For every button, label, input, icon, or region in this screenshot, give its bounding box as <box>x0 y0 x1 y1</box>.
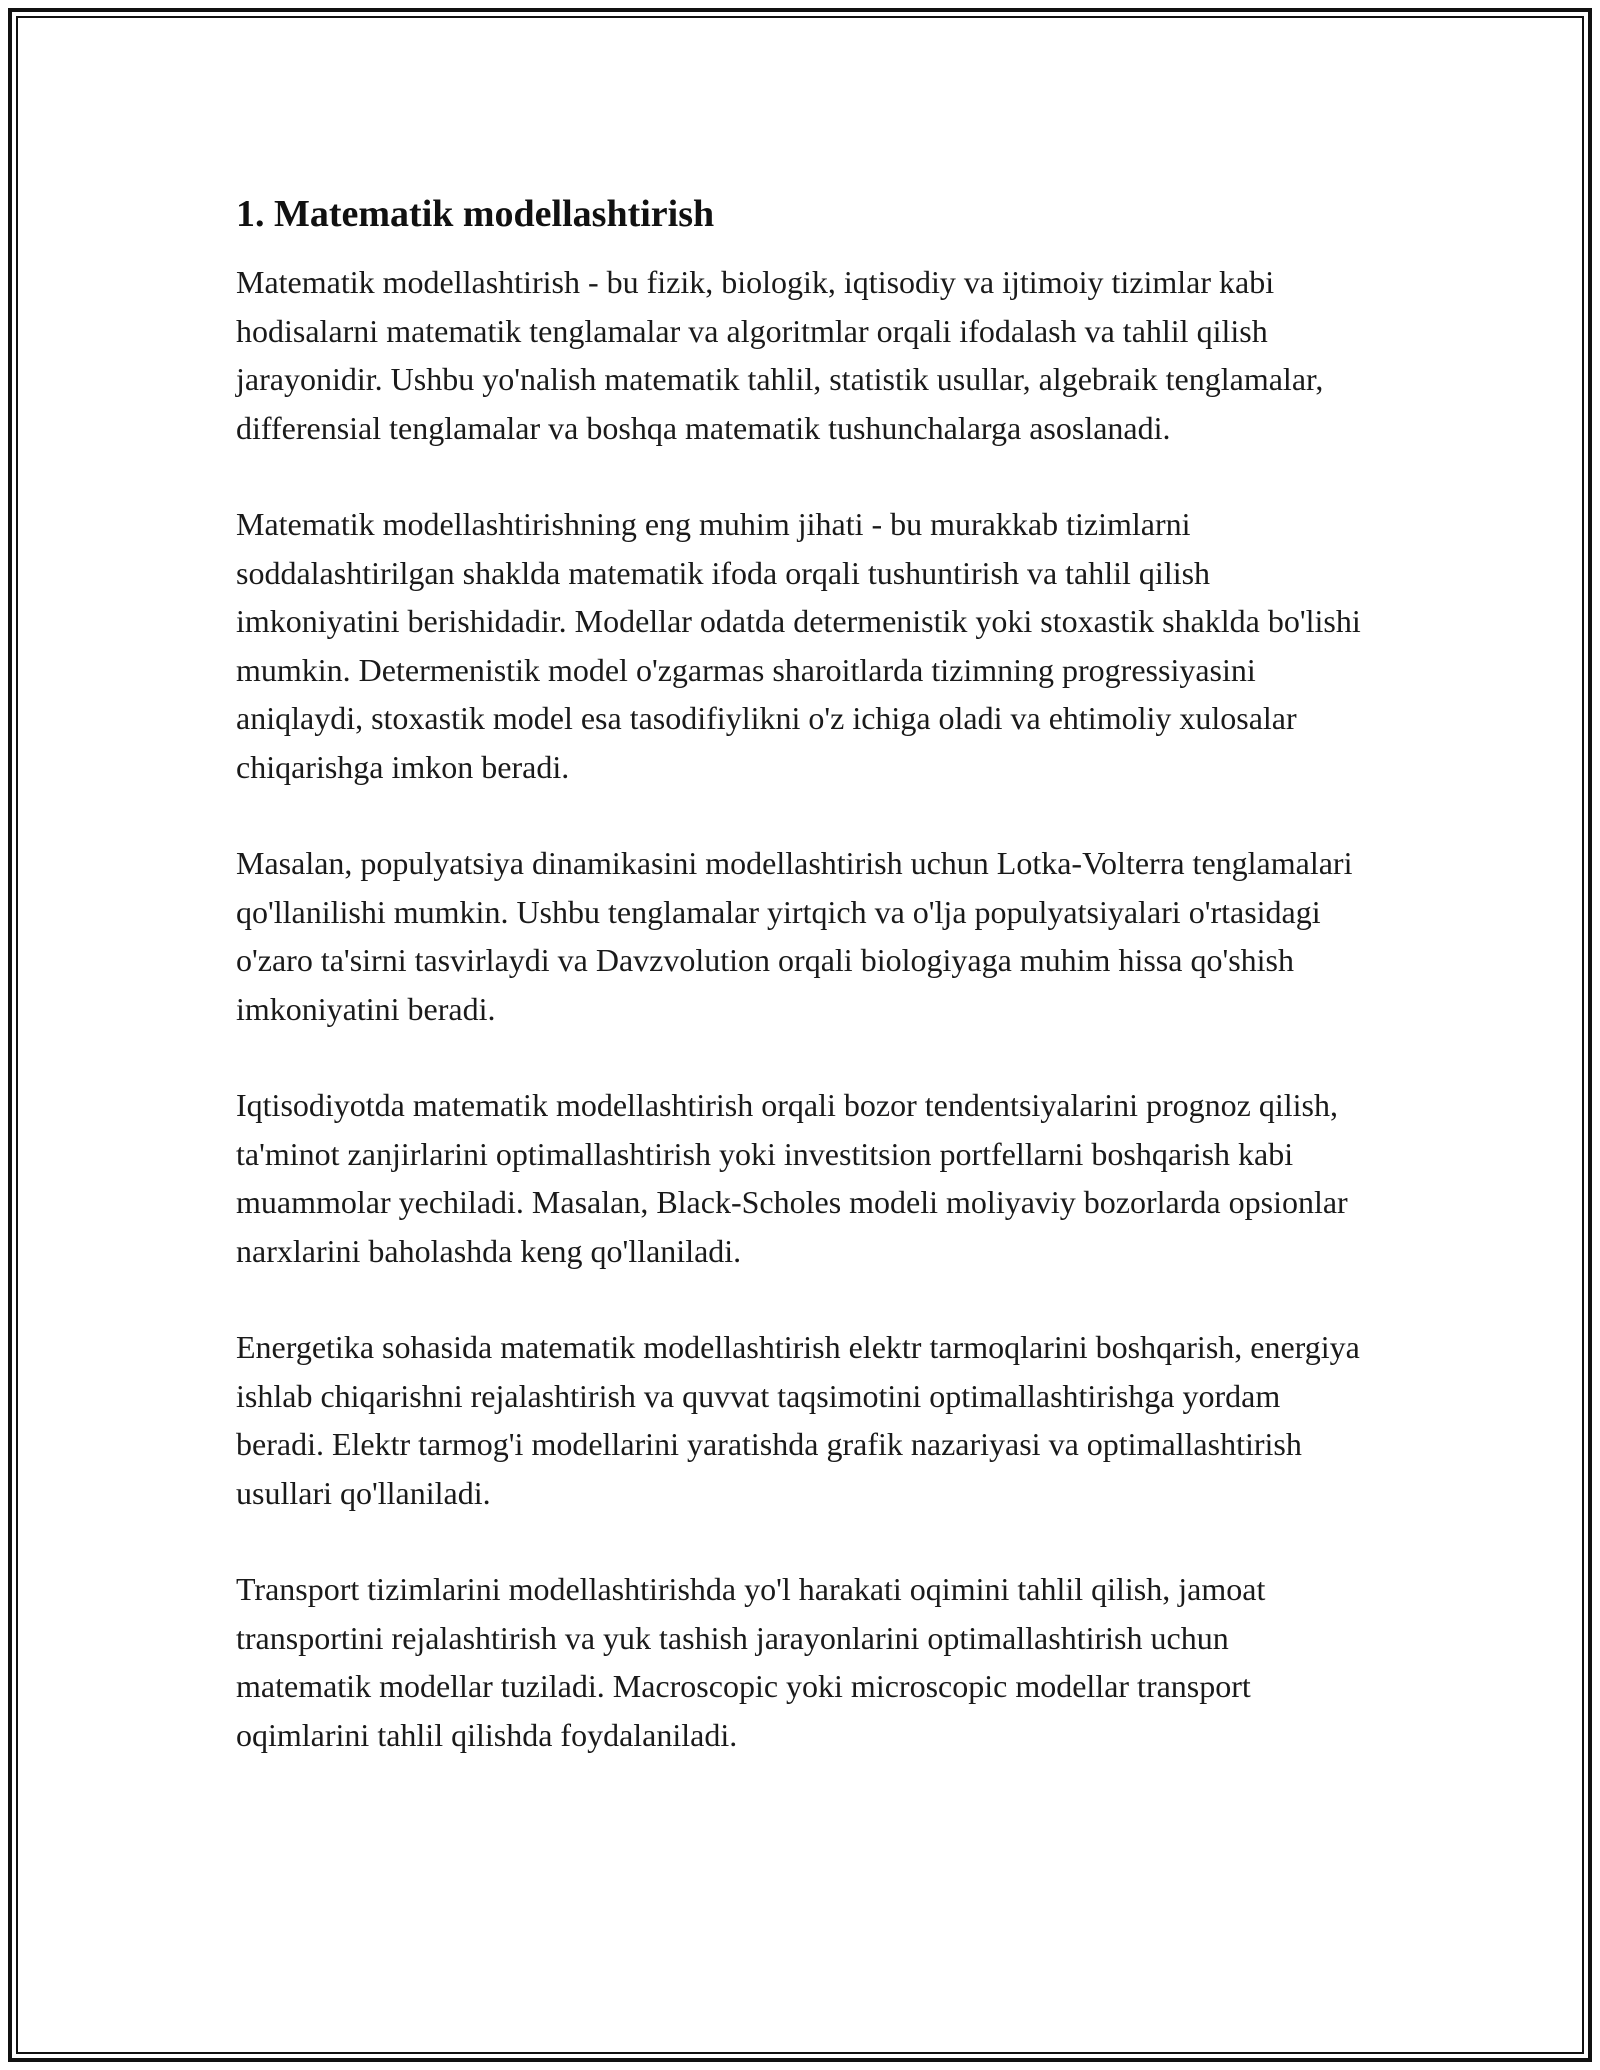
paragraph-population-example: Masalan, populyatsiya dinamikasini modellashtirish uchun Lotka-Volterra tenglamalari qo'llanilishi mumkin. Ushbu tenglamalar yirtqich va o'lja populyatsiyalari o'rtasidagi o'zaro ta'sirni tasvirlaydi va Davzvolution orqali biologiyaga muhim hissa qo'shish imkoniyatini beradi. <box>236 845 1353 1027</box>
section-heading: 1. Matematik modellashtirish <box>236 193 715 235</box>
document-body <box>236 188 1366 1759</box>
paragraph-transport: Transport tizimlarini modellashtirishda yo'l harakati oqimini tahlil qilish, jamoat transportini rejalashtirish va yuk tashish jarayonlarini optimallashtirish uchun matematik modellar tuziladi. Macroscopic yoki microscopic modellar transport oqimlarini tahlil qilishda foydalaniladi. <box>236 1571 1266 1753</box>
paragraph-energy: Energetika sohasida matematik modellashtirish elektr tarmoqlarini boshqarish, energiya ishlab chiqarishni rejalashtirish va quvvat taqsimotini optimallashtirishga yordam beradi. Elektr tarmog'i modellarini yaratishda grafik nazariyasi va optimallashtirish usullari qo'llaniladi. <box>236 1329 1360 1511</box>
paragraph-intro: Matematik modellashtirish - bu fizik, biologik, iqtisodiy va ijtimoiy tizimlar kabi hodisalarni matematik tenglamalar va algoritmlar orqali ifodalash va tahlil qilish jarayonidir. Ushbu yo'nalish matematik tahlil, statistik usullar, algebraik tenglamalar, differensial tenglamalar va boshqa matematik tushunchalarga asoslanadi. <box>236 264 1324 446</box>
paragraph-economics: Iqtisodiyotda matematik modellashtirish orqali bozor tendentsiyalarini prognoz qilish, ta'minot zanjirlarini optimallashtirish yoki investitsion portfellarni boshqarish kabi muammolar yechiladi. Masalan, Black-Scholes modeli moliyaviy bozorlarda opsionlar narxlarini baholashda keng qo'llaniladi. <box>236 1087 1348 1269</box>
paragraph-model-types: Matematik modellashtirishning eng muhim jihati - bu murakkab tizimlarni soddalashtirilgan shaklda matematik ifoda orqali tushuntirish va tahlil qilish imkoniyatini berishidadir. Modellar odatda determenistik yoki stoxastik shaklda bo'lishi mumkin. Determenistik model o'zgarmas sharoitlarda tizimning progressiyasini aniqlaydi, stoxastik model esa tasodifiylikni o'z ichiga oladi va ehtimoliy xulosalar chiqarishga imkon beradi. <box>236 506 1361 785</box>
